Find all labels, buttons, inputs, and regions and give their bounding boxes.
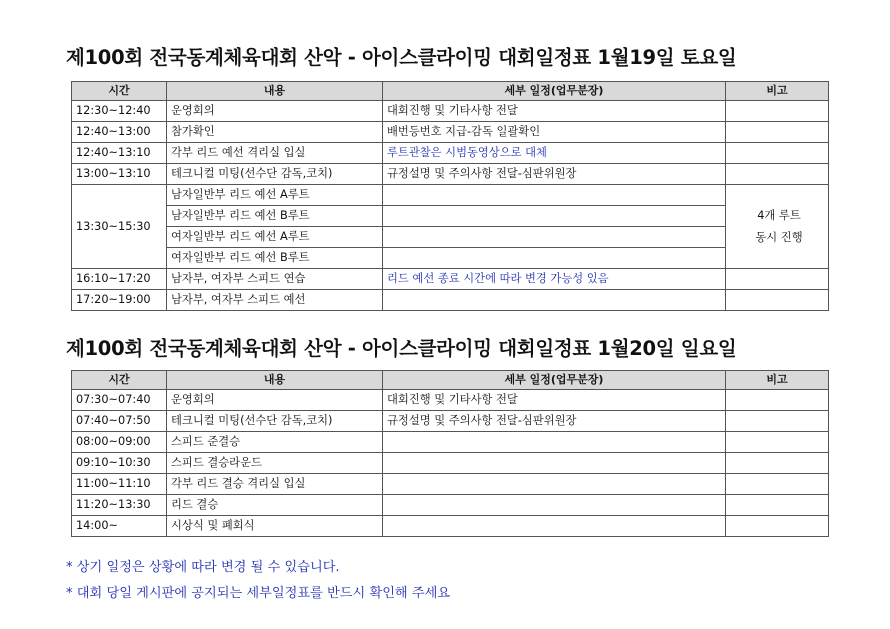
cell-content: 시상식 및 폐회식: [167, 516, 383, 537]
cell-note: [726, 164, 829, 185]
cell-time: 07:30~07:40: [72, 390, 167, 411]
table-row: [72, 411, 829, 432]
table-row: [72, 164, 829, 185]
header-detail: 세부 일정(업무분장): [383, 371, 726, 390]
cell-detail: 리드 예선 종료 시간에 따라 변경 가능성 있음: [383, 269, 726, 290]
header-detail: 세부 일정(업무분장): [383, 82, 726, 101]
table-row: [72, 495, 829, 516]
cell-content: 테크니컬 미팅(선수단 감독,코치): [167, 164, 383, 185]
note-line: 동시 진행: [755, 230, 803, 244]
header-note: 비고: [726, 371, 829, 390]
table-header-row: [72, 371, 829, 390]
cell-content: 스피드 결승라운드: [167, 453, 383, 474]
footnote-check-board: * 대회 당일 게시판에 공지되는 세부일정표를 반드시 확인해 주세요: [66, 586, 451, 601]
cell-detail: 대회진행 및 기타사항 전달: [383, 390, 726, 411]
cell-time: 08:00~09:00: [72, 432, 167, 453]
table-row: [72, 390, 829, 411]
cell-note: [726, 411, 829, 432]
cell-content: 남자일반부 리드 예선 B루트: [167, 206, 383, 227]
cell-time: 16:10~17:20: [72, 269, 167, 290]
cell-note: [726, 432, 829, 453]
table-row: [72, 185, 829, 206]
cell-time: 12:30~12:40: [72, 101, 167, 122]
cell-note: [726, 143, 829, 164]
table-row: [72, 474, 829, 495]
cell-content: 남자부, 여자부 스피드 예선: [167, 290, 383, 311]
table-row: [72, 432, 829, 453]
cell-note: [726, 390, 829, 411]
table-row: [72, 248, 829, 269]
table-row: [72, 453, 829, 474]
cell-detail: [383, 432, 726, 453]
cell-detail: [383, 290, 726, 311]
cell-detail: 배번등번호 지급-감독 일괄확인: [383, 122, 726, 143]
cell-detail: 루트관찰은 시범동영상으로 대체: [383, 143, 726, 164]
cell-content: 여자일반부 리드 예선 B루트: [167, 248, 383, 269]
cell-content: 운영회의: [167, 101, 383, 122]
cell-note: [726, 101, 829, 122]
cell-note: [726, 185, 829, 269]
cell-content: 남자부, 여자부 스피드 연습: [167, 269, 383, 290]
cell-content: 운영회의: [167, 390, 383, 411]
table-row: [72, 206, 829, 227]
header-content: 내용: [167, 371, 383, 390]
header-note: 비고: [726, 82, 829, 101]
cell-time: 13:30~15:30: [72, 185, 167, 269]
day1-title: 제100회 전국동계체육대회 산악 - 아이스클라이밍 대회일정표 1월19일 토요일: [66, 46, 737, 69]
table-row: [72, 101, 829, 122]
cell-content: 여자일반부 리드 예선 A루트: [167, 227, 383, 248]
cell-time: 17:20~19:00: [72, 290, 167, 311]
cell-content: 리드 결승: [167, 495, 383, 516]
header-time: 시간: [72, 371, 167, 390]
cell-detail: [383, 206, 726, 227]
table-row: [72, 227, 829, 248]
cell-time: 14:00~: [72, 516, 167, 537]
cell-content: 각부 리드 결승 격리실 입실: [167, 474, 383, 495]
cell-content: 남자일반부 리드 예선 A루트: [167, 185, 383, 206]
cell-detail: 대회진행 및 기타사항 전달: [383, 101, 726, 122]
cell-time: 11:20~13:30: [72, 495, 167, 516]
cell-note: [726, 516, 829, 537]
cell-detail: [383, 248, 726, 269]
table-row: [72, 143, 829, 164]
header-time: 시간: [72, 82, 167, 101]
cell-time: 11:00~11:10: [72, 474, 167, 495]
table-row: [72, 516, 829, 537]
cell-note: [726, 122, 829, 143]
cell-note: [726, 290, 829, 311]
cell-content: 참가확인: [167, 122, 383, 143]
cell-detail: [383, 474, 726, 495]
cell-detail: [383, 516, 726, 537]
cell-detail: [383, 227, 726, 248]
cell-time: 09:10~10:30: [72, 453, 167, 474]
cell-detail: [383, 495, 726, 516]
cell-detail: [383, 185, 726, 206]
table-row: [72, 269, 829, 290]
cell-time: 13:00~13:10: [72, 164, 167, 185]
cell-detail: 규정설명 및 주의사항 전달-심판위원장: [383, 164, 726, 185]
header-content: 내용: [167, 82, 383, 101]
cell-content: 테크니컬 미팅(선수단 감독,코치): [167, 411, 383, 432]
note-line: 4개 루트: [757, 208, 801, 222]
cell-time: 12:40~13:10: [72, 143, 167, 164]
day2-schedule-table: [71, 370, 829, 537]
cell-note: [726, 495, 829, 516]
cell-detail: 규정설명 및 주의사항 전달-심판위원장: [383, 411, 726, 432]
footnote-schedule-change: * 상기 일정은 상황에 따라 변경 될 수 있습니다.: [66, 560, 340, 575]
cell-time: 12:40~13:00: [72, 122, 167, 143]
cell-note: [726, 474, 829, 495]
cell-time: 07:40~07:50: [72, 411, 167, 432]
cell-content: 스피드 준결승: [167, 432, 383, 453]
table-row: [72, 290, 829, 311]
table-row: [72, 122, 829, 143]
cell-note: [726, 453, 829, 474]
day2-title: 제100회 전국동계체육대회 산악 - 아이스클라이밍 대회일정표 1월20일 일요일: [66, 337, 737, 360]
day1-schedule-table: [71, 81, 829, 311]
cell-detail: [383, 453, 726, 474]
cell-note: [726, 269, 829, 290]
cell-content: 각부 리드 예선 격리실 입실: [167, 143, 383, 164]
table-header-row: [72, 82, 829, 101]
